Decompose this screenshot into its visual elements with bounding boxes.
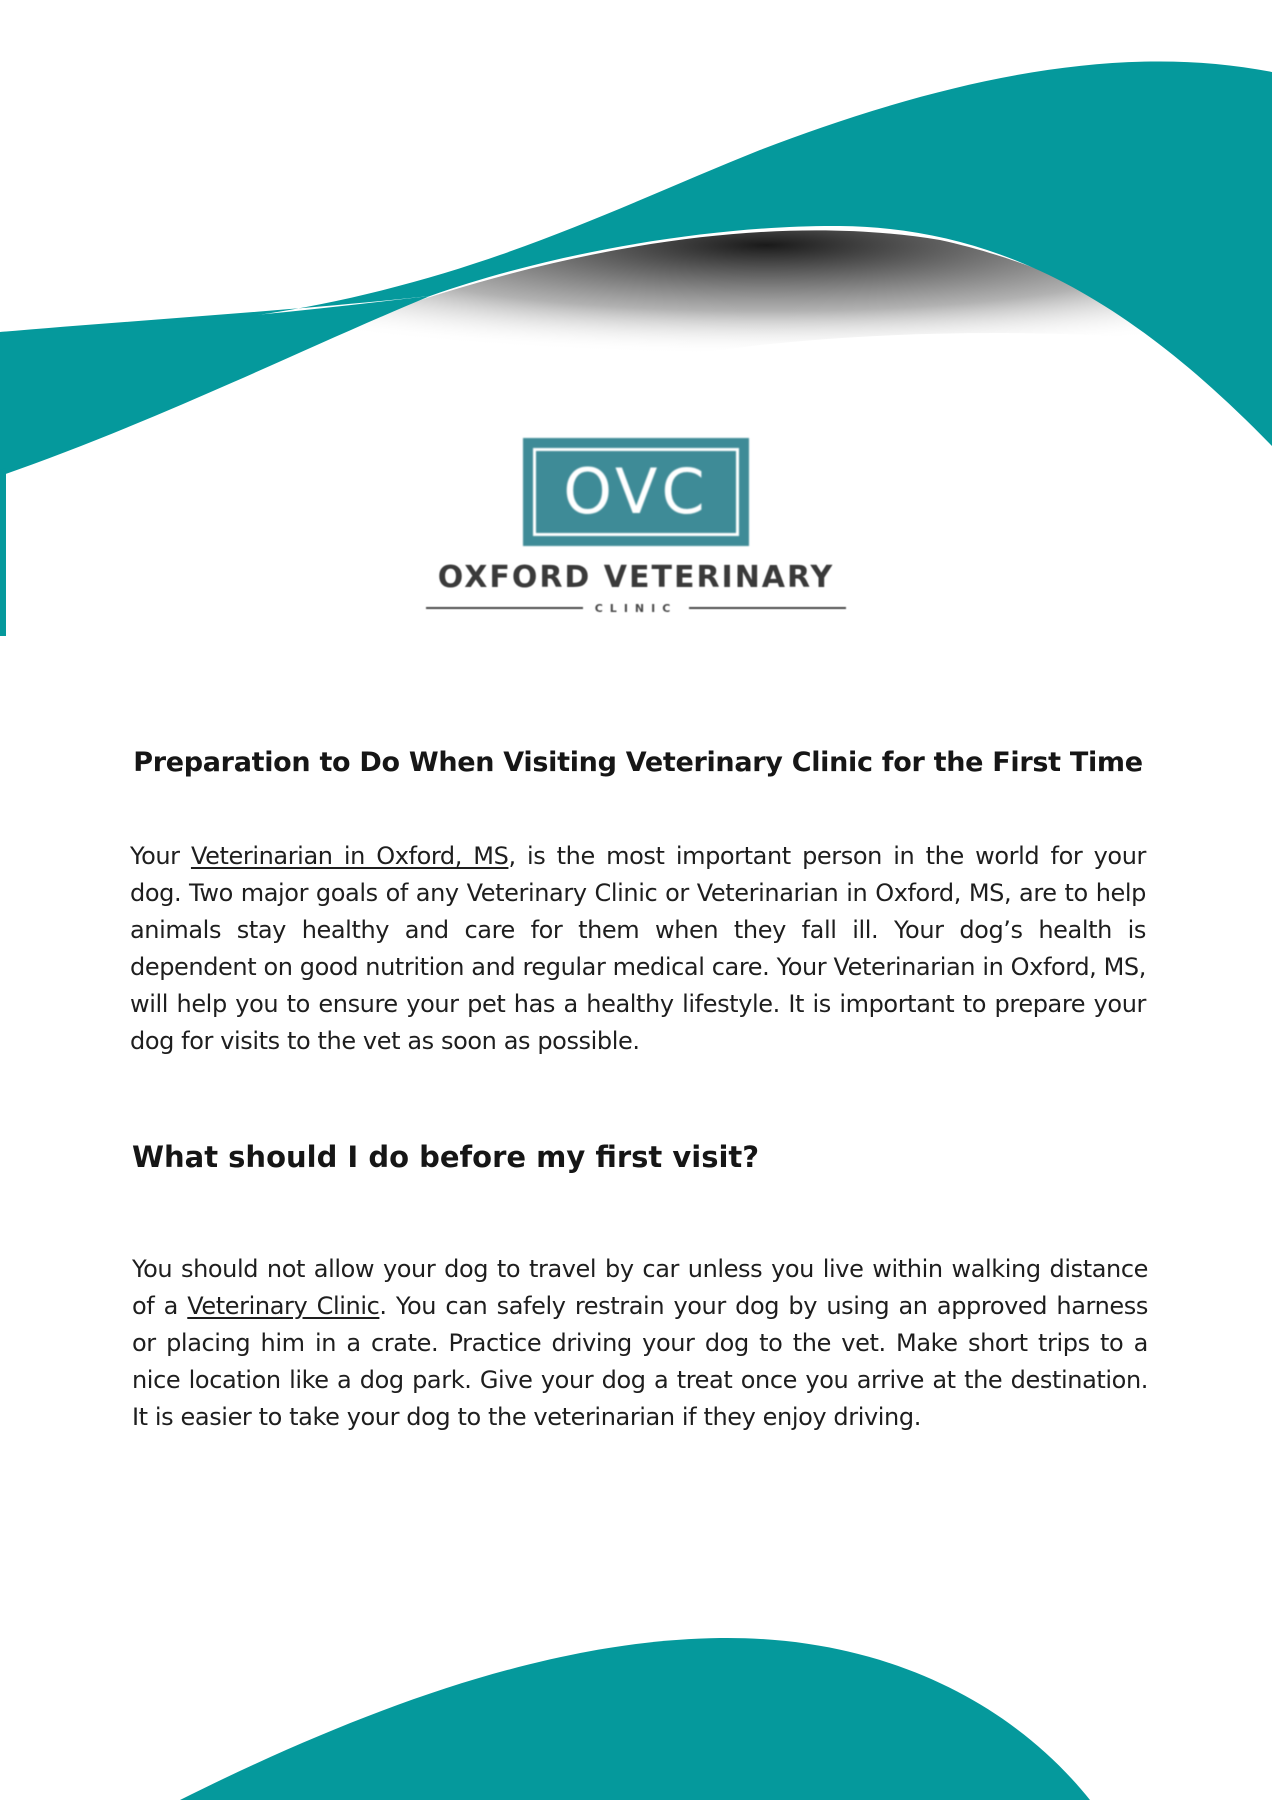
veterinarian-link[interactable]: Veterinarian in Oxford, MS [190,842,509,870]
logo-name: OXFORD VETERINARY [437,560,835,595]
logo-badge [523,438,749,546]
left-edge [0,468,6,636]
logo-mark: OVC [563,455,709,528]
logo-subtitle [426,598,846,618]
page-title: Preparation to Do When Visiting Veterinary Clinic for the First Time [133,747,1143,778]
intro-paragraph [130,838,1146,1060]
section-prefix: You should not allow your dog to travel by car unless you live within walking distance of a [132,1255,1148,1320]
bottom-wave [180,1638,1090,1800]
intro-text: , is the most important person in the world for your dog. Two major goals of any Veterinary Clinic or Veterinarian in Oxford, MS, are to help animals stay healthy and care for them when they fall ill. Your dog’s health is dependent on good nutrition and regular medical care. Your Veterinarian in Oxford, MS, will help you to ensure your pet has a healthy lifestyle. It is important to prepare your dog for visits to the vet as soon as possible. [130,842,1146,1055]
logo-rule-left [426,607,583,609]
section-heading: What should I do before my first visit? [132,1140,760,1174]
logo-rule-right [689,607,846,609]
section-text: . You can safely restrain your dog by using an approved harness or placing him in a crate. Practice driving your dog to the vet. Make short trips to a nice location like a dog park. Give your dog a treat once you arrive at the destination. It is easier to take your dog to the veterinarian if they enjoy driving. [132,1292,1148,1431]
clinic-logo [420,436,852,626]
veterinary-clinic-link[interactable]: Veterinary Clinic [187,1292,380,1320]
logo-badge-frame [533,448,739,536]
intro-prefix: Your [130,842,191,870]
logo-sub-text: CLINIC [594,601,678,615]
section-paragraph [132,1251,1148,1436]
